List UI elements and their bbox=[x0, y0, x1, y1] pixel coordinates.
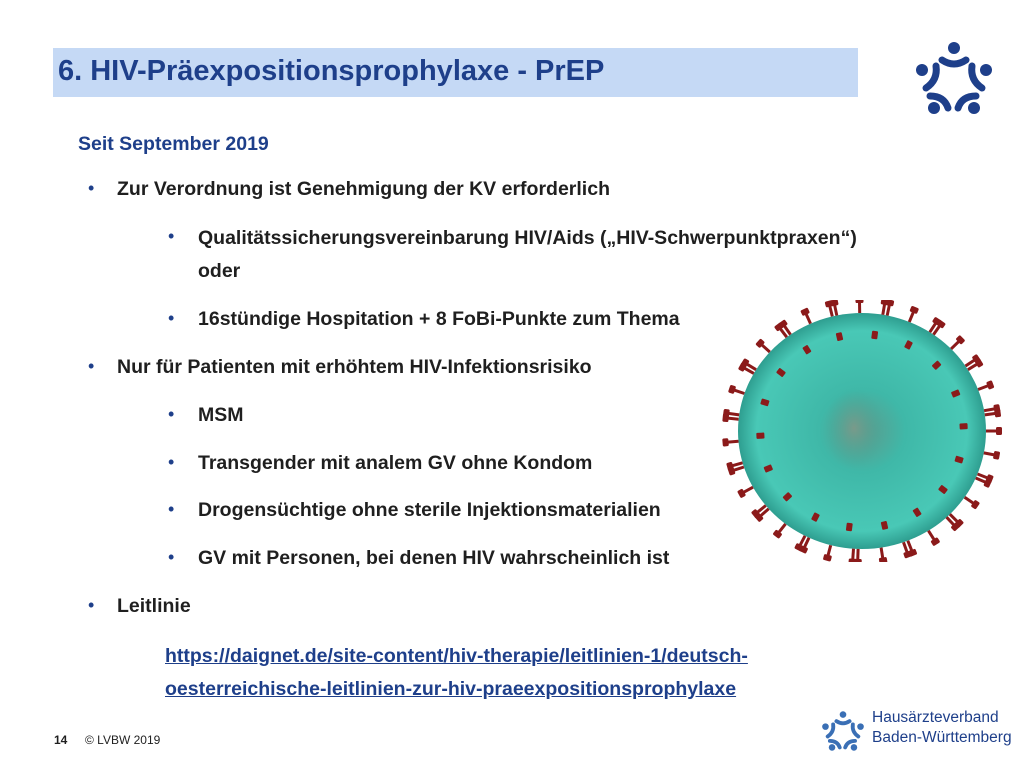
virus-spike bbox=[959, 423, 967, 429]
virus-spike bbox=[983, 449, 1000, 460]
leitlinie-link[interactable]: https://daignet.de/site-content/hiv-therapie/leitlinien-1/deutsch- bbox=[165, 645, 748, 667]
bullet-verordnung: Zur Verordnung ist Genehmigung der KV erforderlich bbox=[117, 178, 610, 200]
virus-spike bbox=[986, 427, 1002, 435]
bullet-marker: • bbox=[88, 356, 95, 376]
bullet-patienten: Nur für Patienten mit erhöhtem HIV-Infektionsrisiko bbox=[117, 356, 592, 378]
virus-spike bbox=[846, 523, 853, 532]
virus-spike bbox=[877, 547, 887, 562]
hausaerzteverband-footer-logo-icon bbox=[820, 708, 866, 754]
hiv-virus-illustration bbox=[722, 300, 1002, 562]
virus-spike bbox=[855, 300, 863, 313]
virus-spike bbox=[823, 544, 835, 561]
sub-bullet-qualitaetssicherung-cont: oder bbox=[198, 260, 241, 282]
leitlinie-link-cont[interactable]: oesterreichische-leitlinien-zur-hiv-praeexpositionsprophylaxe bbox=[165, 678, 737, 700]
sub-bullet-drogen: Drogensüchtige ohne sterile Injektionsmaterialien bbox=[198, 499, 661, 521]
bullet-marker: • bbox=[168, 499, 175, 519]
subheading: Seit September 2019 bbox=[78, 133, 269, 155]
virus-spike bbox=[722, 437, 739, 446]
bullet-marker: • bbox=[168, 308, 175, 328]
sub-bullet-hospitation: 16stündige Hospitation + 8 FoBi-Punkte zum Thema bbox=[198, 308, 680, 330]
bullet-marker: • bbox=[168, 404, 175, 424]
sub-bullet-msm: MSM bbox=[198, 404, 244, 426]
bullet-marker: • bbox=[168, 547, 175, 567]
virus-spike bbox=[737, 484, 755, 499]
sub-bullet-transgender: Transgender mit analem GV ohne Kondom bbox=[198, 452, 593, 474]
sub-bullet-qualitaetssicherung: Qualitätssicherungsvereinbarung HIV/Aids („HIV-Schwerpunktpraxen“) bbox=[198, 227, 857, 249]
sub-bullet-gv-personen: GV mit Personen, bei denen HIV wahrscheinlich ist bbox=[198, 547, 670, 569]
org-name-line2: Baden-Württemberg bbox=[872, 729, 1012, 746]
bullet-marker: • bbox=[88, 178, 95, 198]
org-name-line1: Hausärzteverband bbox=[872, 709, 999, 726]
virus-spike bbox=[977, 380, 995, 393]
virus-spike bbox=[906, 306, 919, 324]
bullet-marker: • bbox=[168, 226, 175, 246]
bullet-leitlinie: Leitlinie bbox=[117, 595, 191, 617]
copyright: © LVBW 2019 bbox=[85, 733, 161, 747]
virus-spike bbox=[871, 331, 878, 340]
slide-title: 6. HIV-Präexpositionsprophylaxe - PrEP bbox=[58, 55, 605, 87]
virus-spike bbox=[756, 433, 764, 439]
page-number: 14 bbox=[54, 733, 68, 747]
virus-spike bbox=[800, 307, 814, 325]
bullet-marker: • bbox=[88, 595, 95, 615]
virus-spike bbox=[728, 385, 746, 398]
bullet-marker: • bbox=[168, 452, 175, 472]
virus-spike bbox=[848, 548, 857, 562]
